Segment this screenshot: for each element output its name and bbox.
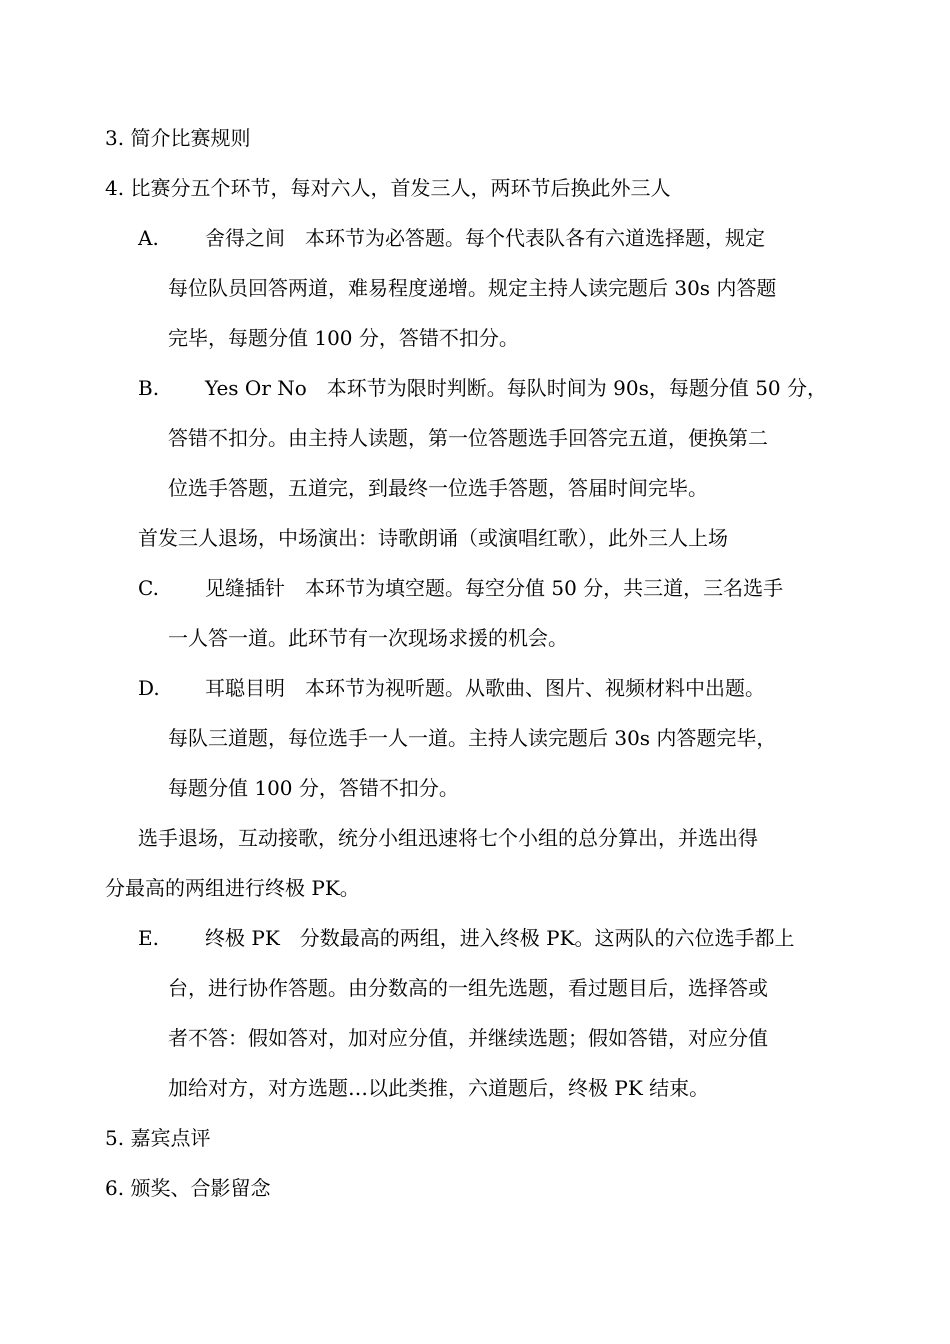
item-5: 5. 嘉宾点评	[105, 1126, 211, 1150]
section-d-line-3: 每题分值 100 分，答错不扣分。	[168, 776, 459, 800]
section-d-line-1: 耳聪目明 本环节为视听题。从歌曲、图片、视频材料中出题。	[205, 676, 765, 700]
section-c-line-2: 一人答一道。此环节有一次现场求援的机会。	[168, 626, 568, 650]
section-a-marker: A.	[138, 226, 159, 250]
section-e-line-3: 者不答：假如答对，加对应分值，并继续选题；假如答错，对应分值	[168, 1026, 768, 1050]
section-e-line-2: 台，进行协作答题。由分数高的一组先选题，看过题目后，选择答或	[168, 976, 768, 1000]
section-e-marker: E.	[138, 926, 159, 950]
interlude-2-line-2: 分最高的两组进行终极 PK。	[105, 876, 360, 900]
section-e-line-4: 加给对方，对方选题…以此类推，六道题后，终极 PK 结束。	[168, 1076, 710, 1100]
section-a-line-2: 每位队员回答两道，难易程度递增。规定主持人读完题后 30s 内答题	[168, 276, 777, 300]
section-c-line-1: 见缝插针 本环节为填空题。每空分值 50 分，共三道，三名选手	[205, 576, 784, 600]
section-e-line-1: 终极 PK 分数最高的两组，进入终极 PK。这两队的六位选手都上	[205, 926, 795, 950]
section-b-line-2: 答错不扣分。由主持人读题，第一位答题选手回答完五道，便换第二	[168, 426, 768, 450]
item-4: 4. 比赛分五个环节，每对六人，首发三人，两环节后换此外三人	[105, 176, 671, 200]
interlude-1: 首发三人退场，中场演出：诗歌朗诵（或演唱红歌），此外三人上场	[138, 526, 728, 550]
section-a-line-3: 完毕，每题分值 100 分，答错不扣分。	[168, 326, 519, 350]
item-6: 6. 颁奖、合影留念	[105, 1176, 271, 1200]
item-3: 3. 简介比赛规则	[105, 126, 251, 150]
section-b-line-1: Yes Or No 本环节为限时判断。每队时间为 90s，每题分值 50 分，	[205, 376, 828, 400]
section-b-marker: B.	[138, 376, 160, 400]
section-b-line-3: 位选手答题，五道完，到最终一位选手答题，答届时间完毕。	[168, 476, 708, 500]
section-d-line-2: 每队三道题，每位选手一人一道。主持人读完题后 30s 内答题完毕，	[168, 726, 777, 750]
interlude-2-line-1: 选手退场，互动接歌，统分小组迅速将七个小组的总分算出，并选出得	[138, 826, 758, 850]
section-a-line-1: 舍得之间 本环节为必答题。每个代表队各有六道选择题，规定	[205, 226, 765, 250]
section-d-marker: D.	[138, 676, 160, 700]
section-c-marker: C.	[138, 576, 159, 600]
